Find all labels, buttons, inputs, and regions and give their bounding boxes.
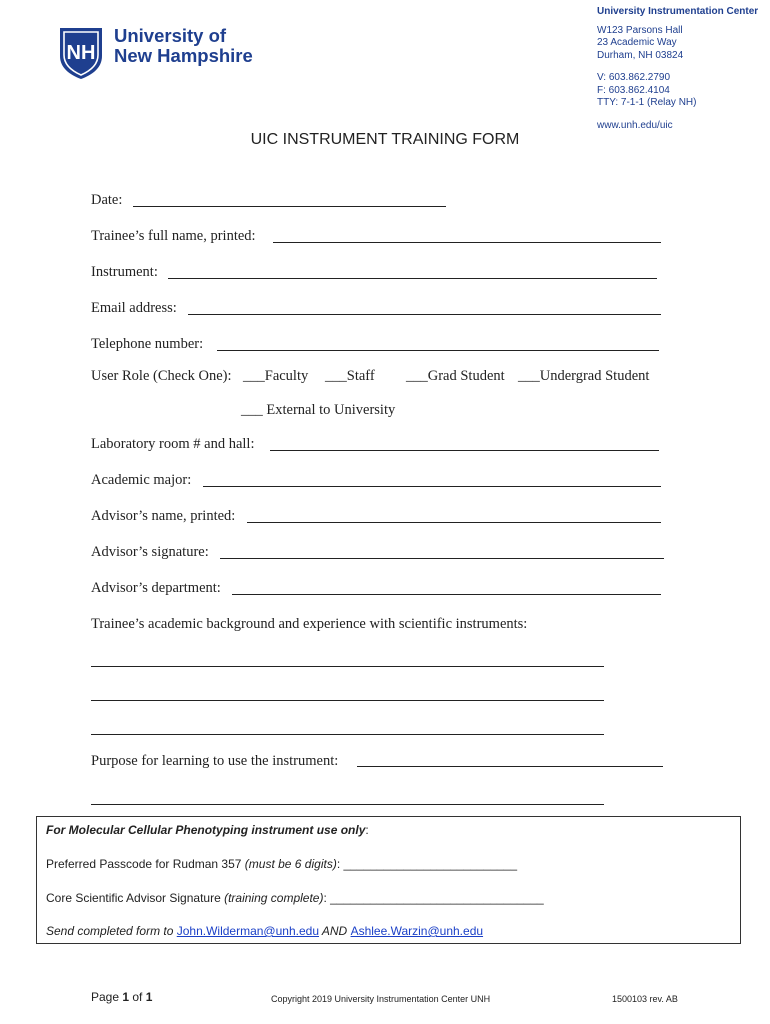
role-grad[interactable]: ___Grad Student: [406, 368, 505, 384]
background-line-1[interactable]: [91, 666, 604, 667]
center-name: University Instrumentation Center: [597, 6, 759, 17]
role-undergrad[interactable]: ___Undergrad Student: [518, 368, 650, 384]
mcp-heading: [46, 823, 369, 837]
page-current: 1: [122, 990, 130, 1004]
passcode-blank[interactable]: : __________________________: [336, 857, 518, 871]
advisor-name-line[interactable]: [247, 522, 661, 523]
of-word: of: [129, 990, 146, 1004]
web-link[interactable]: www.unh.edu/uic: [597, 119, 673, 131]
copyright: Copyright 2019 University Instrumentation Center UNH: [271, 994, 491, 1004]
telephone-label: Telephone number:: [91, 336, 204, 352]
background-label: Trainee’s academic background and experience with scientific instruments:: [91, 616, 528, 632]
role-external[interactable]: ___ External to University: [241, 402, 396, 418]
major-label: Academic major:: [91, 472, 192, 488]
advisor-department-label: Advisor’s department:: [91, 580, 221, 596]
email-link-wilderman[interactable]: John.Wilderman@unh.edu: [176, 924, 319, 938]
date-line[interactable]: [133, 206, 446, 207]
passcode-line[interactable]: [46, 857, 517, 871]
address-line-3: Durham, NH 03824: [597, 49, 684, 61]
advisor-name-label: Advisor’s name, printed:: [91, 508, 236, 524]
svg-text:NH: NH: [66, 42, 96, 64]
purpose-line-2[interactable]: [91, 804, 604, 805]
page-number: [91, 990, 152, 1004]
trainee-name-line[interactable]: [273, 242, 661, 243]
page-total: 1: [145, 990, 153, 1004]
address-block: [597, 6, 758, 132]
page-word: Page: [91, 990, 123, 1004]
trainee-name-label: Trainee’s full name, printed:: [91, 228, 256, 244]
lab-room-line[interactable]: [270, 450, 659, 451]
passcode-note: (must be 6 digits): [244, 857, 337, 871]
signature-blank[interactable]: : ________________________________: [323, 891, 544, 905]
purpose-line-1[interactable]: [357, 766, 663, 767]
unh-shield-icon: [58, 26, 104, 80]
email-link-warzin[interactable]: Ashlee.Warzin@unh.edu: [350, 924, 484, 938]
user-role-label: User Role (Check One):: [91, 368, 232, 384]
advisor-department-line[interactable]: [232, 594, 661, 595]
logo-line-1: University of: [114, 25, 227, 46]
page-title: UIC INSTRUMENT TRAINING FORM: [250, 131, 520, 148]
mcp-box: [36, 816, 741, 944]
background-line-3[interactable]: [91, 734, 604, 735]
telephone-line[interactable]: [217, 350, 659, 351]
address-line-2: 23 Academic Way: [597, 37, 677, 48]
signature-note: (training complete): [224, 891, 324, 905]
mcp-heading-text: For Molecular Cellular Phenotyping instrument use only: [46, 823, 366, 837]
passcode-prefix: Preferred Passcode for Rudman 357: [46, 857, 245, 871]
advisor-signature-line[interactable]: [220, 558, 664, 559]
signature-line[interactable]: [46, 891, 544, 905]
mcp-heading-colon: :: [365, 823, 369, 837]
phone: V: 603.862.2790: [597, 72, 671, 83]
send-prefix: Send completed form to: [46, 924, 177, 938]
role-faculty[interactable]: ___Faculty: [243, 368, 309, 384]
email-label: Email address:: [91, 300, 177, 316]
send-line: [46, 924, 483, 938]
tty: TTY: 7-1-1 (Relay NH): [597, 97, 697, 108]
fax: F: 603.862.4104: [597, 84, 670, 96]
lab-room-label: Laboratory room # and hall:: [91, 436, 255, 452]
advisor-signature-label: Advisor’s signature:: [91, 544, 209, 560]
purpose-label: Purpose for learning to use the instrument:: [91, 753, 339, 769]
email-line[interactable]: [188, 314, 661, 315]
role-staff[interactable]: ___Staff: [325, 368, 375, 384]
revision: 1500103 rev. AB: [612, 994, 678, 1004]
instrument-label: Instrument:: [91, 264, 158, 280]
unh-logo: [58, 26, 278, 82]
address-line-1: W123 Parsons Hall: [597, 24, 683, 36]
logo-wordmark: [114, 26, 253, 66]
instrument-line[interactable]: [168, 278, 657, 279]
date-label: Date:: [91, 192, 123, 208]
background-line-2[interactable]: [91, 700, 604, 701]
major-line[interactable]: [203, 486, 661, 487]
send-and: AND: [319, 924, 351, 938]
logo-line-2: New Hampshire: [114, 45, 253, 66]
signature-prefix: Core Scientific Advisor Signature: [46, 891, 225, 905]
